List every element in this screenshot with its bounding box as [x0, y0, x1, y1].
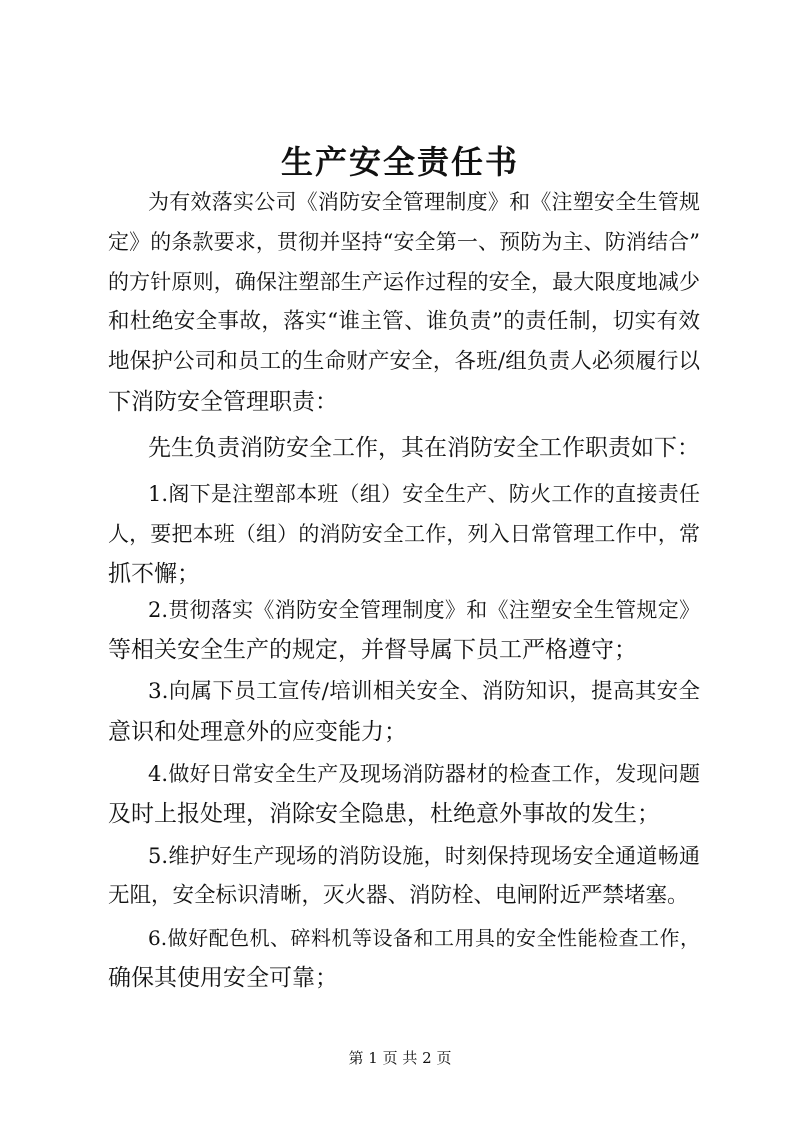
- paragraph-line: 6.做好配色机、碎料机等设备和工用具的安全性能检查工作，: [148, 926, 700, 950]
- document-title: 生产安全责任书: [280, 143, 519, 181]
- paragraph-line: 下消防安全管理职责：: [108, 389, 338, 415]
- page-number: 第 1 页 共 2 页: [348, 1049, 452, 1067]
- paragraph-line: 抓不懈；: [108, 561, 200, 587]
- paragraph-line: 3.向属下员工宣传/培训相关安全、消防知识，提高其安全: [148, 679, 700, 704]
- paragraph-line: 确保其使用安全可靠；: [108, 965, 338, 991]
- paragraph-line: 5.维护好生产现场的消防设施，时刻保持现场安全通道畅通: [148, 844, 700, 868]
- paragraph-line: 无阻，安全标识清晰，灭火器、消防栓、电闸附近严禁堵塞。: [108, 883, 689, 908]
- paragraph-line: 先生负责消防安全工作，其在消防安全工作职责如下：: [148, 435, 700, 461]
- paragraph-line: 人，要把本班（组）的消防安全工作，列入日常管理工作中，常: [108, 522, 700, 546]
- paragraph-line: 的方针原则，确保注塑部生产运作过程的安全，最大限度地减少: [108, 270, 700, 294]
- paragraph-line: 4.做好日常安全生产及现场消防器材的检查工作，发现问题: [148, 762, 700, 786]
- paragraph-line: 1.阁下是注塑部本班（组）安全生产、防火工作的直接责任: [148, 482, 700, 506]
- paragraph-line: 意识和处理意外的应变能力；: [108, 719, 407, 745]
- paragraph-line: 为有效落实公司《消防安全管理制度》和《注塑安全生管规: [148, 190, 700, 214]
- paragraph-line: 及时上报处理，消除安全隐患，杜绝意外事故的发生；: [108, 801, 660, 827]
- paragraph-line: 地保护公司和员工的生命财产安全，各班/组负责人必须履行以: [108, 349, 700, 374]
- paragraph-line: 定》的条款要求，贯彻并坚持“安全第一、预防为主、防消结合”: [108, 230, 700, 254]
- paragraph-line: 等相关安全生产的规定，并督导属下员工严格遵守；: [108, 637, 637, 663]
- paragraph-line: 2.贯彻落实《消防安全管理制度》和《注塑安全生管规定》: [148, 598, 700, 622]
- paragraph-line: 和杜绝安全事故，落实“谁主管、谁负责”的责任制，切实有效: [108, 309, 700, 334]
